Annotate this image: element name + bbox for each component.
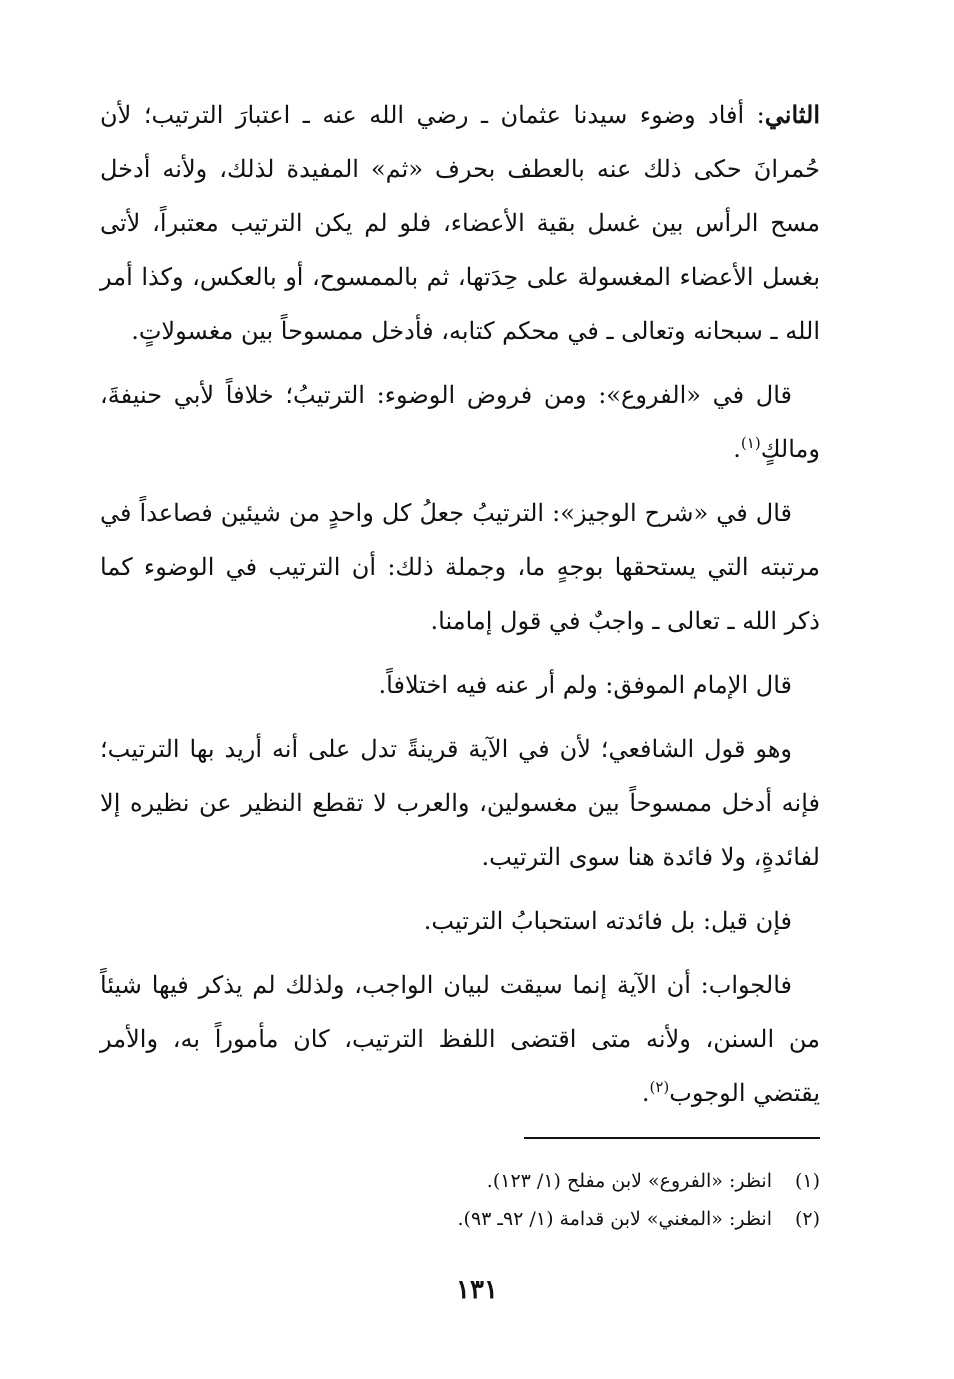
main-text bbox=[100, 88, 820, 1130]
paragraph-text: : أفاد وضوء سيدنا عثمان ـ رضي الله عنه ـ اعتبارَ الترتيب؛ لأن حُمرانَ حكى ذلك عنه بالعطف بحرف «ثم» المفيدة لذلك، ولأنه أدخل مسح الرأس بين غسل بقية الأعضاء، فلو لم يكن الترتيب معتبراً، لأتى بغسل الأعضاء المغسولة على حِدَتها، ثم بالممسوح، أو بالعكس، وكذا أمر الله ـ سبحانه وتعالى ـ في محكم كتابه، فأدخل ممسوحاً بين مغسولاتٍ. bbox=[100, 101, 820, 345]
footnote-ref-2[interactable]: (٢) bbox=[649, 1078, 670, 1096]
footnote-number: (٢) bbox=[794, 1208, 820, 1230]
paragraph-text: فإن قيل: بل فائدته استحبابُ الترتيب. bbox=[423, 907, 792, 935]
paragraph-3 bbox=[100, 486, 820, 648]
paragraph-7 bbox=[100, 958, 820, 1120]
paragraph-1 bbox=[100, 88, 820, 358]
paragraph-5 bbox=[100, 722, 820, 884]
paragraph-tail: . bbox=[733, 435, 741, 463]
footnote-text: انظر: «المغني» لابن قدامة (١/ ٩٢ـ ٩٣). bbox=[457, 1208, 772, 1230]
footnote-1 bbox=[100, 1162, 820, 1200]
paragraph-2 bbox=[100, 368, 820, 476]
footnotes bbox=[100, 1162, 820, 1238]
footnote-ref-1[interactable]: (١) bbox=[740, 434, 761, 452]
footnote-text: انظر: «الفروع» لابن مفلح (١/ ١٢٣). bbox=[486, 1170, 772, 1192]
paragraph-text: وهو قول الشافعي؛ لأن في الآية قرينةً تدل على أنه أريد بها الترتيب؛ فإنه أدخل ممسوحاً بين مغسولين، والعرب لا تقطع النظير عن نظيره إلا لفائدةٍ، ولا فائدة هنا سوى الترتيب. bbox=[100, 735, 820, 871]
page-number: ١٣١ bbox=[456, 1275, 498, 1305]
paragraph-6 bbox=[100, 894, 820, 948]
footnote-2 bbox=[100, 1200, 820, 1238]
paragraph-text: قال الإمام الموفق: ولم أر عنه فيه اختلافاً. bbox=[378, 671, 792, 699]
paragraph-text: فالجواب: أن الآية إنما سيقت لبيان الواجب، ولذلك لم يذكر فيها شيئاً من السنن، ولأنه متى اقتضى اللفظ الترتيب، كان مأموراً به، والأمر يقتضي الوجوب bbox=[100, 971, 820, 1107]
footnote-number: (١) bbox=[794, 1170, 820, 1192]
footnote-divider bbox=[524, 1137, 820, 1139]
paragraph-text: قال في «شرح الوجيز»: الترتيبُ جعلُ كل واحدٍ من شيئين فصاعداً في مرتبته التي يستحقها بوجهٍ ما، وجملة ذلك: أن الترتيب في الوضوء كما ذكر الله ـ تعالى ـ واجبٌ في قول إمامنا. bbox=[100, 499, 820, 635]
paragraph-4 bbox=[100, 658, 820, 712]
paragraph-lead: الثاني bbox=[764, 100, 820, 129]
paragraph-text: قال في «الفروع»: ومن فروض الوضوء: الترتيبُ؛ خلافاً لأبي حنيفةَ، ومالكٍ bbox=[100, 381, 820, 463]
paragraph-tail: . bbox=[641, 1079, 650, 1107]
